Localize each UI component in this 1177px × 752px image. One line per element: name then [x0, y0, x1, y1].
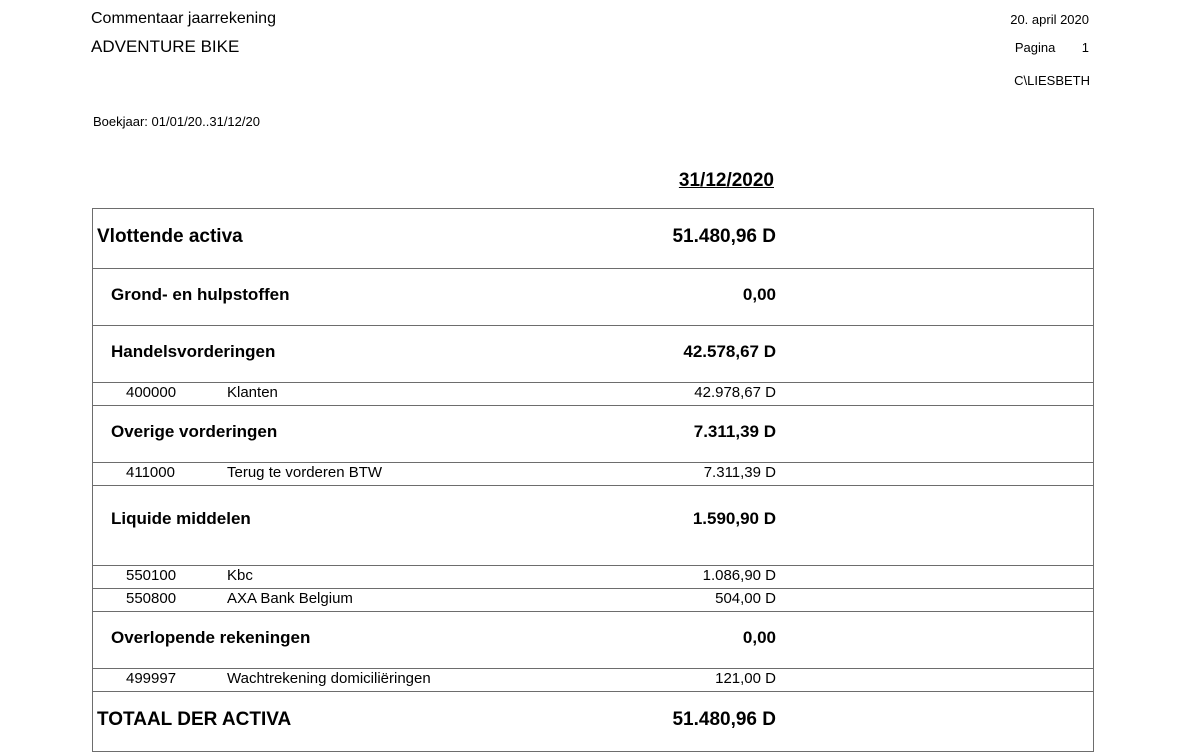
company-name: ADVENTURE BIKE: [91, 37, 240, 56]
group-row: [93, 612, 1093, 669]
row-amount: 51.480,96 D: [672, 226, 776, 247]
report-title: Commentaar jaarrekening: [91, 10, 276, 27]
row-amount: 42.978,67 D: [694, 384, 776, 401]
row-amount: 504,00 D: [715, 590, 776, 607]
account-name: Wachtrekening domiciliëringen: [227, 670, 431, 687]
page-number: 1: [1081, 40, 1089, 55]
account-name: Kbc: [227, 567, 253, 584]
account-name: Terug te vorderen BTW: [227, 464, 383, 481]
row-amount: 0,00: [742, 628, 776, 647]
account-code: 550800: [126, 590, 177, 607]
row-amount: 7.311,39 D: [703, 464, 776, 481]
account-row: [93, 463, 1093, 486]
account-code: 411000: [126, 464, 175, 481]
row-amount: 0,00: [742, 285, 776, 304]
row-amount: 1.590,90 D: [692, 509, 776, 528]
section-total-row: [93, 209, 1093, 269]
account-name: AXA Bank Belgium: [227, 590, 353, 607]
row-label: Overlopende rekeningen: [111, 628, 311, 647]
row-label: Vlottende activa: [97, 226, 243, 247]
row-amount: 42.578,67 D: [683, 342, 776, 361]
group-row: [93, 406, 1093, 463]
page-label: Pagina: [1014, 40, 1056, 55]
group-row: [93, 486, 1093, 566]
account-name: Klanten: [227, 384, 278, 401]
row-label: Handelsvorderingen: [111, 342, 276, 361]
row-amount: 51.480,96 D: [672, 709, 776, 730]
account-row: [93, 669, 1093, 692]
group-row: [93, 269, 1093, 326]
row-amount: 7.311,39 D: [693, 422, 776, 441]
account-code: 499997: [126, 670, 177, 687]
row-label: Grond- en hulpstoffen: [111, 285, 290, 304]
report-date: 20. april 2020: [1010, 12, 1089, 27]
fiscal-year: Boekjaar: 01/01/20..31/12/20: [93, 114, 260, 129]
row-label: TOTAAL DER ACTIVA: [97, 709, 292, 730]
column-header-date: 31/12/2020: [678, 170, 774, 191]
account-row: [93, 383, 1093, 406]
user-name: C\LIESBETH: [1014, 73, 1090, 88]
page-indicator: [1015, 40, 1089, 55]
group-row: [93, 326, 1093, 383]
row-label: Overige vorderingen: [111, 422, 278, 441]
row-label: Liquide middelen: [111, 509, 251, 528]
row-amount: 1.086,90 D: [702, 567, 776, 584]
section-total-row: [93, 692, 1093, 752]
account-code: 550100: [126, 567, 177, 584]
report-table: [92, 208, 1094, 752]
row-amount: 121,00 D: [715, 670, 776, 687]
account-row: [93, 566, 1093, 589]
account-row: [93, 589, 1093, 612]
account-code: 400000: [126, 384, 177, 401]
